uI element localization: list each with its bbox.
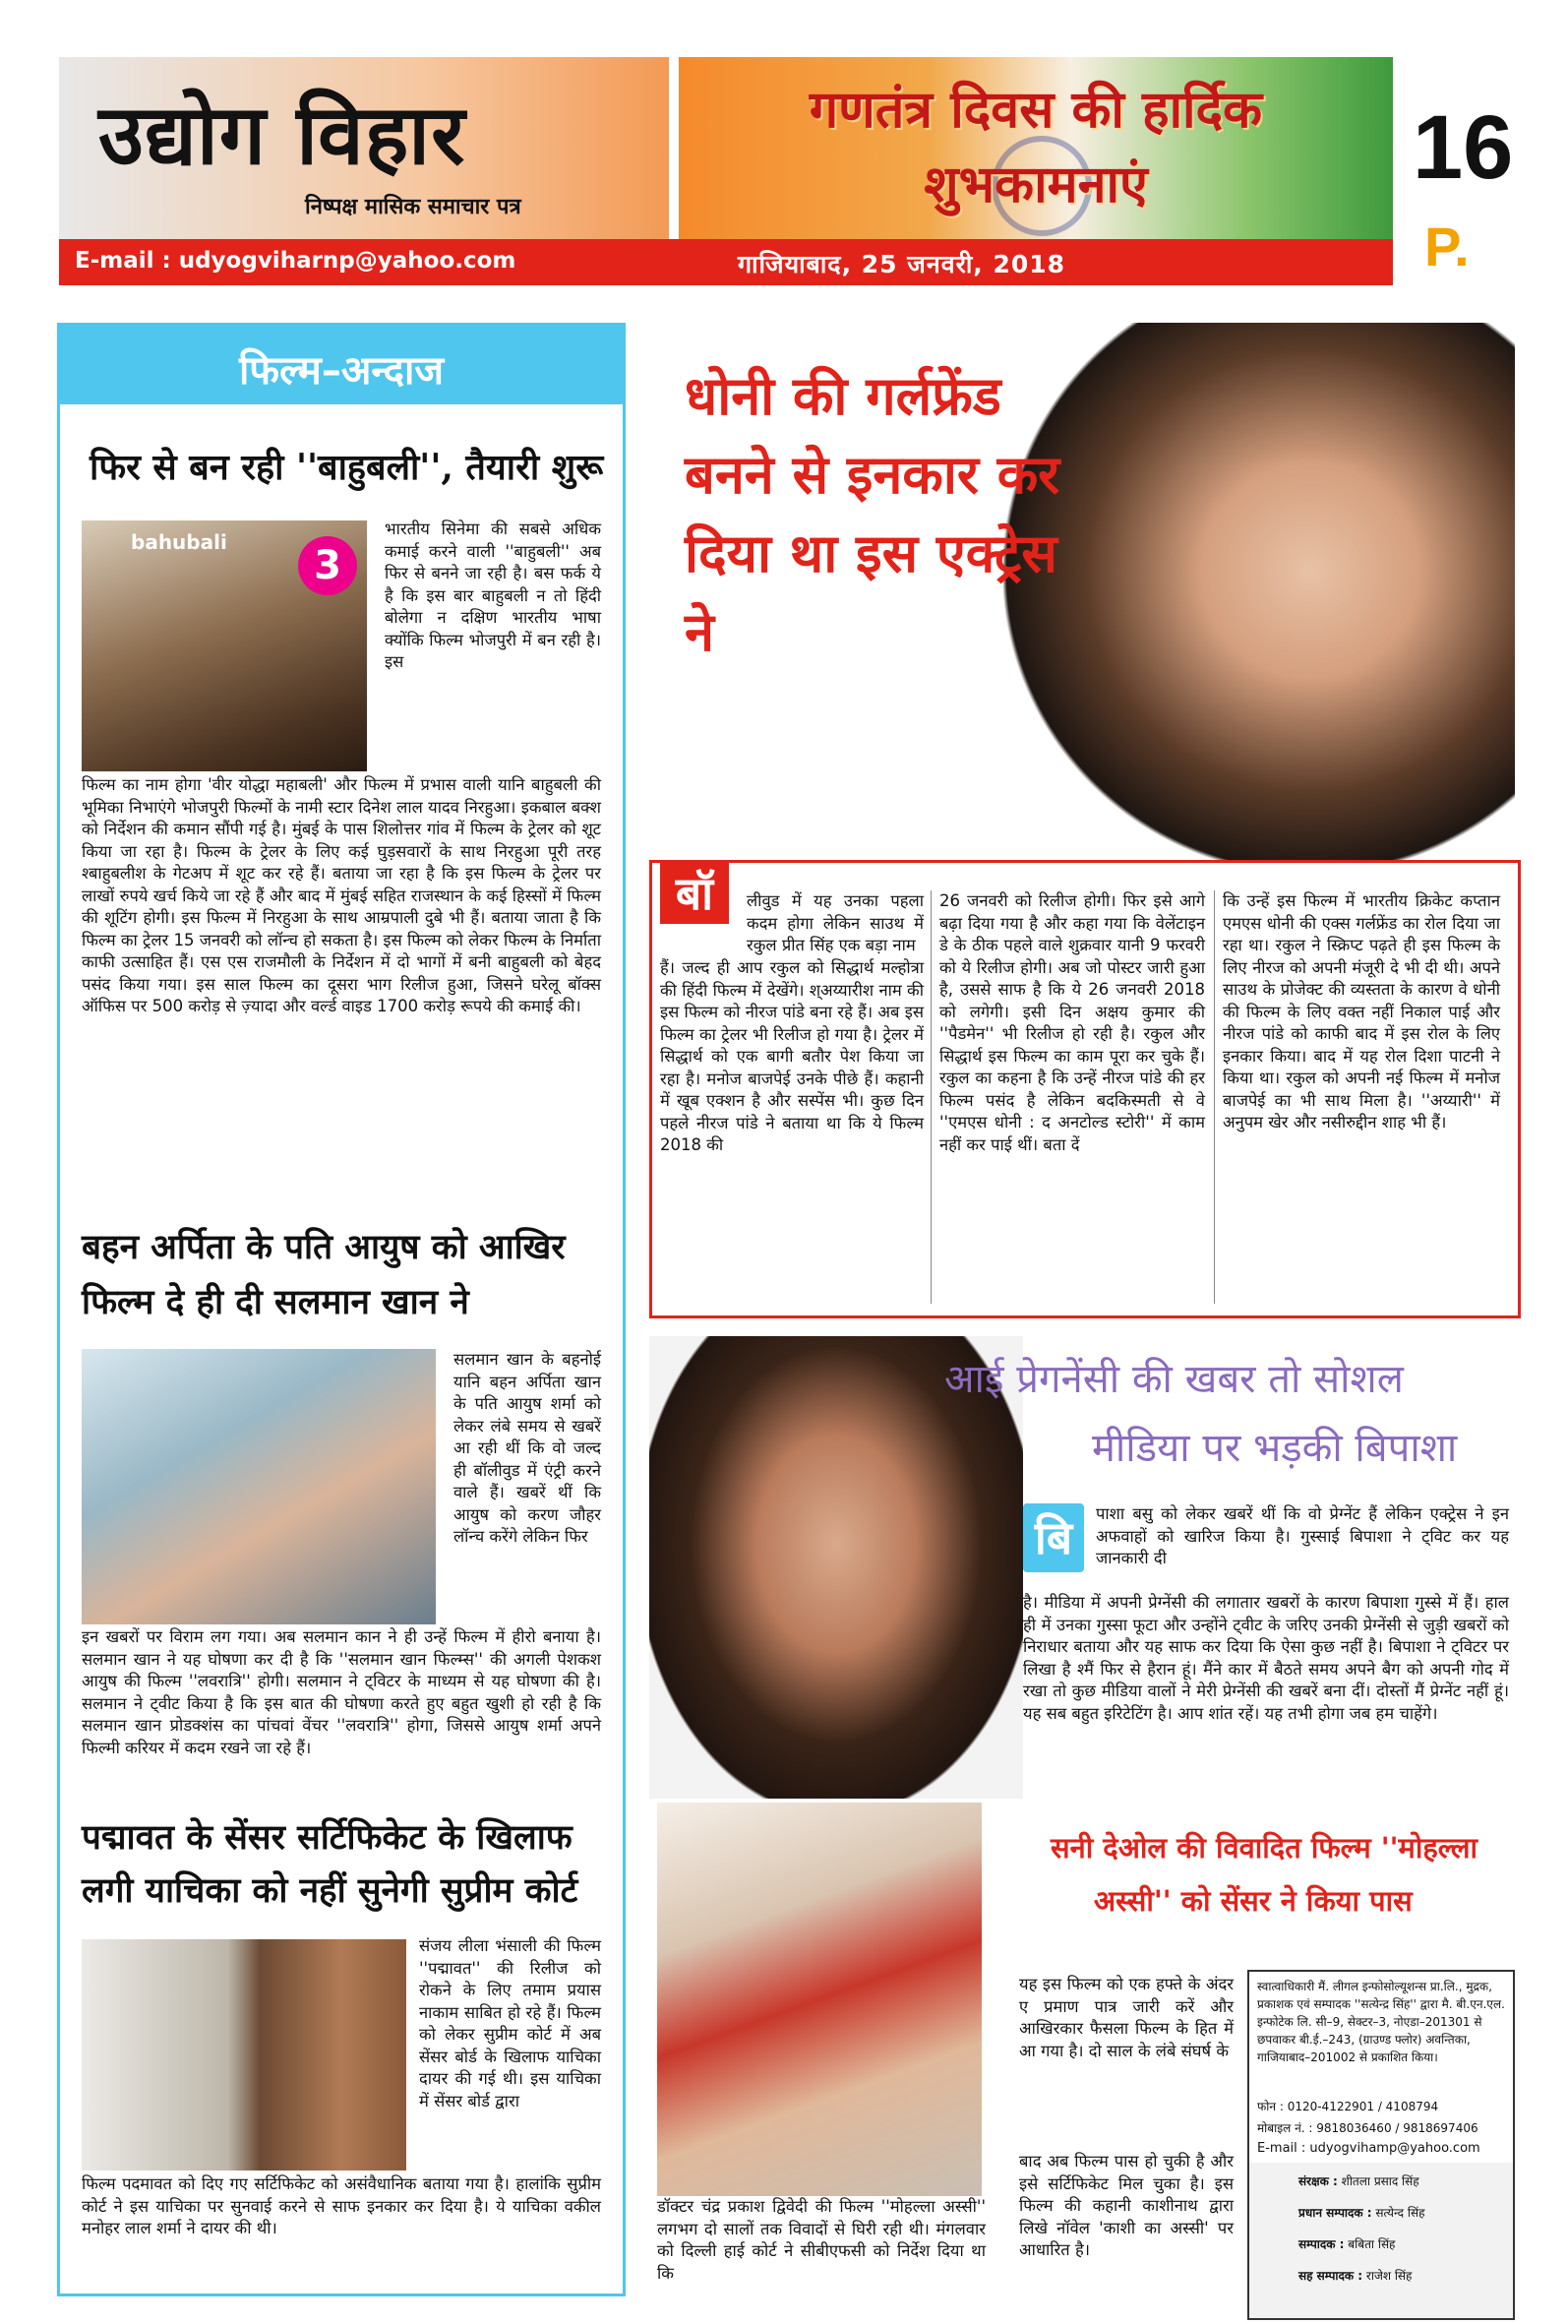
salman-headline-2: फिल्म दे ही दी सलमान खान ने (82, 1282, 469, 1322)
bipasha-dropcap: बि (1023, 1503, 1084, 1572)
imprint-box (1247, 1970, 1515, 2320)
masthead-info-bar (59, 239, 1393, 285)
banner-line-2: शुभकामनाएं (924, 155, 1148, 214)
padmavat-headline-2: लगी याचिका को नहीं सुनेगी सुप्रीम कोर्ट (82, 1870, 578, 1911)
newspaper-tagline: निष्पक्ष मासिक समाचार पत्र (305, 195, 521, 219)
column-rule (931, 890, 932, 1304)
staff-row (1298, 2267, 1412, 2284)
mohalla-headline-1: सनी देओल की विवादित फिल्म ''मोहल्ला (1051, 1831, 1478, 1865)
bipasha-text-b: है। मीडिया में अपनी प्रेग्नेंसी की लगातार खबरों के कारण बिपाशा गुस्से में हैं। हाल ही में उनका गुस्सा फूटा और उन्होंने ट्वीट के जरिए उनकी प्रेग्नेंसी से जुड़ी खबरों को निराधार बताया और यह साफ कर दिया कि ऐसा कुछ नहीं है। बिपाशा ने ट्विटर पर लिखा है श्मैं फिर से हैरान हूं। मैंने कार में बैठते समय अपने बैग को अपनी गोद में रखा तो कुछ मीडिया वालों ने मेरी प्रेग्नेंसी की खबरें बना दीं। दोस्तों मैं प्रेग्नेंट नहीं हूं। यह सब बहुत इरिटेटिंग है। आप शांत रहें। यह तभी होगा जब हम चाहेंगे। (1023, 1593, 1509, 1723)
staff-name: सत्येन्द सिंह (1375, 2206, 1425, 2220)
mohalla-headline-2: अस्सी'' को सेंसर ने किया पास (1094, 1884, 1413, 1918)
staff-row (1298, 2172, 1419, 2189)
salman-text-b: इन खबरों पर विराम लग गया। अब सलमान कान ने ही उन्हें फिल्म में हीरो बनाया है। सलमान खान ने यह घोषणा कर दी है कि ''सलमान खान फिल्म्स'' की अगली पेशकश आयुष की फिल्म ''लवरात्रि'' होगी। सलमान ने ट्विटर के माध्यम से यह घोषणा की है। सलमान ने ट्वीट किया है कि इस बात की घोषणा करते हुए बहुत खुशी हो रही है कि सलमान खान प्रोडक्शंस का पांचवां वेंचर ''लवरात्रि'' होगा, जिससे आयुष शर्मा अपने फिल्मी करियर में कदम रखने जा रहे हैं। (82, 1627, 601, 1757)
bipasha-headline-1: आई प्रेगनेंसी की खबर तो सोशल (944, 1357, 1404, 1402)
dhoni-article-top (649, 323, 1515, 854)
newspaper-logo: उद्योग विहार (98, 86, 466, 183)
dateline: गाजियाबाद, 25 जनवरी, 2018 (738, 250, 1066, 278)
masthead (59, 57, 1514, 285)
staff-role: सह सम्पादक : (1298, 2269, 1363, 2283)
staff-name: राजेश सिंह (1365, 2269, 1413, 2283)
dhoni-col3: कि उन्हें इस फिल्म में भारतीय क्रिकेट कप्तान एमएस धोनी की एक्स गर्लफ्रेंड का रोल दिया जा रहा था। रकुल ने स्क्रिप्ट पढ़ते ही इस फिल्म के लिए नीरज को अपनी मंजूरी दे भी दी थी। अपने साउथ के प्रोजेक्ट की व्यस्तता के कारण वे धोनी की फिल्म के लिए वक्त नहीं निकाल पाई और नीरज पांडे को काफी बाद में इस रोल के लिए इनकार किया। बाद में यह रोल दिशा पाटनी ने किया था। रकुल को अपनी नई फिल्म में मनोज बाजपेई का भी साथ मिला है। ''अय्यारी'' में अनुपम खेर और नसीरुद्दीन शाह भी हैं। (1223, 891, 1500, 1131)
salman-text-a: सलमान खान के बहनोई यानि बहन अर्पिता खान के पति आयुष शर्मा को लेकर लंबे समय से खबरें आ रही थीं कि वो जल्द ही बॉलीवुड में एंट्री करने वाले हैं। खबरें थीं कि आयुष को करण जौहर लॉन्च करेंगे लेकिन फिर (453, 1350, 601, 1546)
banner-line-1: गणतंत्र दिवस की हार्दिक (809, 81, 1263, 140)
padmavat-headline-1: पद्मावत के सेंसर सर्टिफिकेट के खिलाफ (82, 1817, 573, 1858)
column-rule (1214, 890, 1215, 1304)
salman-headline-1: बहन अर्पिता के पति आयुष को आखिर (82, 1227, 566, 1267)
bipasha-photo (649, 1336, 1023, 1799)
film-section-column (57, 323, 626, 2296)
imprint-staff-list (1249, 2163, 1513, 2318)
republic-day-banner (679, 57, 1393, 239)
imprint-text: स्वात्वाधिकारी मैं. लीगल इन्फोसोल्यूशन्स प्रा.लि., मुद्रक, प्रकाशक एवं सम्पादक ''सत्येन्द्र सिंह'' द्वारा मै. बी.एन.एल. इन्फोटेक लि. सी–9, सेक्टर–3, नोएडा–201301 से छपवाकर बी.ई.–243, (ग्राउण्ड फ्लोर) अवन्तिका, गाजियाबाद–201002 से प्रकाशित किया। (1257, 1980, 1505, 2064)
section-title: फिल्म–अन्दाज (238, 348, 445, 394)
dhoni-col1-a: लीवुड में यह उनका पहला कदम होगा लेकिन साउथ में रकुल प्रीत सिंह एक बड़ा नाम (747, 891, 924, 954)
bahubali-headline: फिर से बन रही ''बाहुबली'', तैयारी शुरू (90, 447, 604, 488)
photo-badge: 3 (298, 536, 357, 595)
imprint-email: E-mail : udyogvihamp@yahoo.com (1257, 2141, 1480, 2156)
bahubali-photo (82, 520, 367, 771)
dhoni-headline: धोनी की गर्लफ्रेंड बनने से इनकार कर दिया था इस एक्ट्रेस ने (685, 364, 1060, 663)
dhoni-col2: 26 जनवरी को रिलीज होगी। फिर इसे आगे बढ़ा दिया गया है और कहा गया कि वेलेंटाइन डे के ठीक पहले वाले शुक्रवार यानी 9 फरवरी को ये रिलीज होगी। अब जो पोस्टर जारी हुआ है, उससे साफ है कि ये 26 जनवरी 2018 को लगेगी। इसी दिन अक्षय कुमार की ''पैडमेन'' भी रिलीज हो रही है। रकुल और सिद्धार्थ इस फिल्म का काम पूरा कर चुके हैं। रकुल का कहना है कि उन्हें नीरज पांडे की हर फिल्म पसंद है लेकिन बदकिस्मती से वे ''एमएस धोनी : द अनटोल्ड स्टोरी'' में काम नहीं कर पाई थीं। बता दें (939, 891, 1205, 1154)
photo-label: bahubali (131, 530, 227, 554)
supreme-court-photo (82, 1939, 406, 2171)
contact-email: E-mail : udyogviharnp@yahoo.com (75, 248, 516, 274)
page-suffix: P. (1424, 215, 1470, 277)
imprint-phone: फोन : 0120-4122901 / 4108794 (1257, 2100, 1439, 2113)
bahubali-text-b: फिल्म का नाम होगा 'वीर योद्धा महाबली' और फिल्म में प्रभास वाली यानि बाहुबली की भूमिका निभाएंगे भोजपुरी फिल्मों के नामी स्टार दिनेश लाल यादव निरहुआ। इकबाल बक्श को निर्देशन की कमान सौंपी गई है। मुंबई के पास शिलोत्तर गांव में फिल्म के ट्रेलर को शूट किया जा रहा है। फिल्म के ट्रेलर के लिए कई घुड़सवारों के साथ निरहुआ पूरी तरह श्बाहुबलीश के गेटअप में शूट कर रहे हैं। बताया जा रहा है कि इस फिल्म के ट्रेलर पर लाखों रुपये खर्च किये जा रहे हैं और बाद में मुंबई सहित राजस्थान के कई हिस्सों में फिल्म की शूटिंग होगी। इस फिल्म में निरहुआ के साथ आम्रपाली दुबे भी हैं। बताया जाता है कि फिल्म का ट्रेलर 15 जनवरी को लॉन्च हो सकता है। इस फिल्म को लेकर फिल्म के निर्माता काफी उत्साहित हैं। एस एस राजमौली के निर्देशन में दो भागों में बनी बाहुबली को बेहद पसंद किया गया। इस साल फिल्म का दूसरा भाग रिलीज हुआ, जिसने घरेलू बॉक्स ऑफिस पर 500 करोड़ से ज़्यादा और वर्ल्ड वाइड 1700 करोड़ रूपये की कमाई की। (82, 775, 601, 1015)
dhoni-article-body (649, 860, 1521, 1318)
mohalla-text-b: डॉक्टर चंद्र प्रकाश द्विवेदी की फिल्म ''मोहल्ला अस्सी'' लगभग दो सालों तक विवादों से घिरी रही थी। मंगलवार को दिल्ली हाई कोर्ट ने सीबीएफसी को निर्देश दिया था कि (657, 2197, 986, 2283)
padmavat-text-a: संजय लीला भंसाली की फिल्म ''पद्मावत'' की रिलीज को रोकने के लिए तमाम प्रयास नाकाम साबित हो रहे हैं। फिल्म को लेकर सुप्रीम कोर्ट में अब सेंसर बोर्ड के खिलाफ याचिका दायर की गई थी। इस याचिका में सेंसर बोर्ड द्वारा (419, 1936, 601, 2110)
mohalla-text-a: यह इस फिल्म को एक हफ्ते के अंदर ए प्रमाण पात्र जारी करें और आखिरकार फैसला फिल्म के हित में आ गया है। दो साल के लंबे संघर्ष के (1019, 1975, 1234, 2060)
dhoni-col1-b: हैं। जल्द ही आप रकुल को सिद्धार्थ मल्होत्रा की हिंदी फिल्म में देखेंगे। श्अय्यारीश नाम की इस फिल्म को नीरज पांडे बना रहे हैं। अब इस फिल्म का ट्रेलर भी रिलीज हो गया है। ट्रेलर में सिद्धार्थ को एक बागी बतौर पेश किया जा रहा है। मनोज बाजपेई उनके पीछे हैं। कहानी में खूब एक्शन है और सस्पेंस भी। कुछ दिन पहले नीरज पांडे ने बताया था कि ये फिल्म 2018 की (660, 958, 924, 1154)
staff-role: सम्पादक : (1298, 2237, 1345, 2251)
bahubali-text-a: भारतीय सिनेमा की सबसे अधिक कमाई करने वाली ''बाहुबली'' अब फिर से बनने जा रही है। बस फर्क ये है कि इस बार बाहुबली न तो हिंदी बोलेगा न दक्षिण भारतीय भाषा क्योंकि फिल्म भोजपुरी में बन रही है। इस (385, 520, 601, 671)
bipasha-text-a: पाशा बसु को लेकर खबरें थीं कि वो प्रेग्नेंट हैं लेकिन एक्ट्रेस ने इन अफवाहों को खारिज किया है। गुस्साई बिपाशा ने ट्विट कर यह जानकारी दी (1096, 1504, 1509, 1567)
page-number-box (1395, 57, 1514, 285)
padmavat-text-b: फिल्म पदमावत को दिए गए सर्टिफिकेट को असंवैधानिक बताया गया है। हालांकि सुप्रीम कोर्ट ने इस याचिका पर सुनवाई करने से साफ इनकार कर दिया है। ये याचिका वकील मनोहर लाल शर्मा ने दायर की थी। (82, 2174, 601, 2237)
dhoni-dropcap: बॉ (660, 863, 729, 924)
staff-row (1298, 2235, 1395, 2252)
staff-name: शीतला प्रसाद सिंह (1341, 2174, 1419, 2188)
salman-photo (82, 1349, 436, 1624)
masthead-logo-panel (59, 57, 669, 239)
staff-name: बबिता सिंह (1348, 2237, 1396, 2251)
staff-role: संरक्षक : (1298, 2174, 1338, 2188)
mohalla-text-c: बाद अब फिल्म पास हो चुकी है और इसे सर्टिफिकेट मिल चुका है। इस फिल्म की कहानी काशीनाथ द्वारा लिखे नॉवेल 'काशी का अस्सी' पर आधारित है। (1019, 2152, 1234, 2259)
mohalla-assi-photo (657, 1803, 982, 2196)
imprint-mobile: मोबाइल नं. : 9818036460 / 9818697406 (1257, 2121, 1478, 2135)
staff-role: प्रधान सम्पादक : (1298, 2206, 1372, 2220)
staff-row (1298, 2204, 1424, 2221)
page-number: 16 (1413, 97, 1514, 198)
section-header (60, 326, 623, 404)
bipasha-headline-2: मीडिया पर भड़की बिपाशा (1092, 1426, 1458, 1471)
